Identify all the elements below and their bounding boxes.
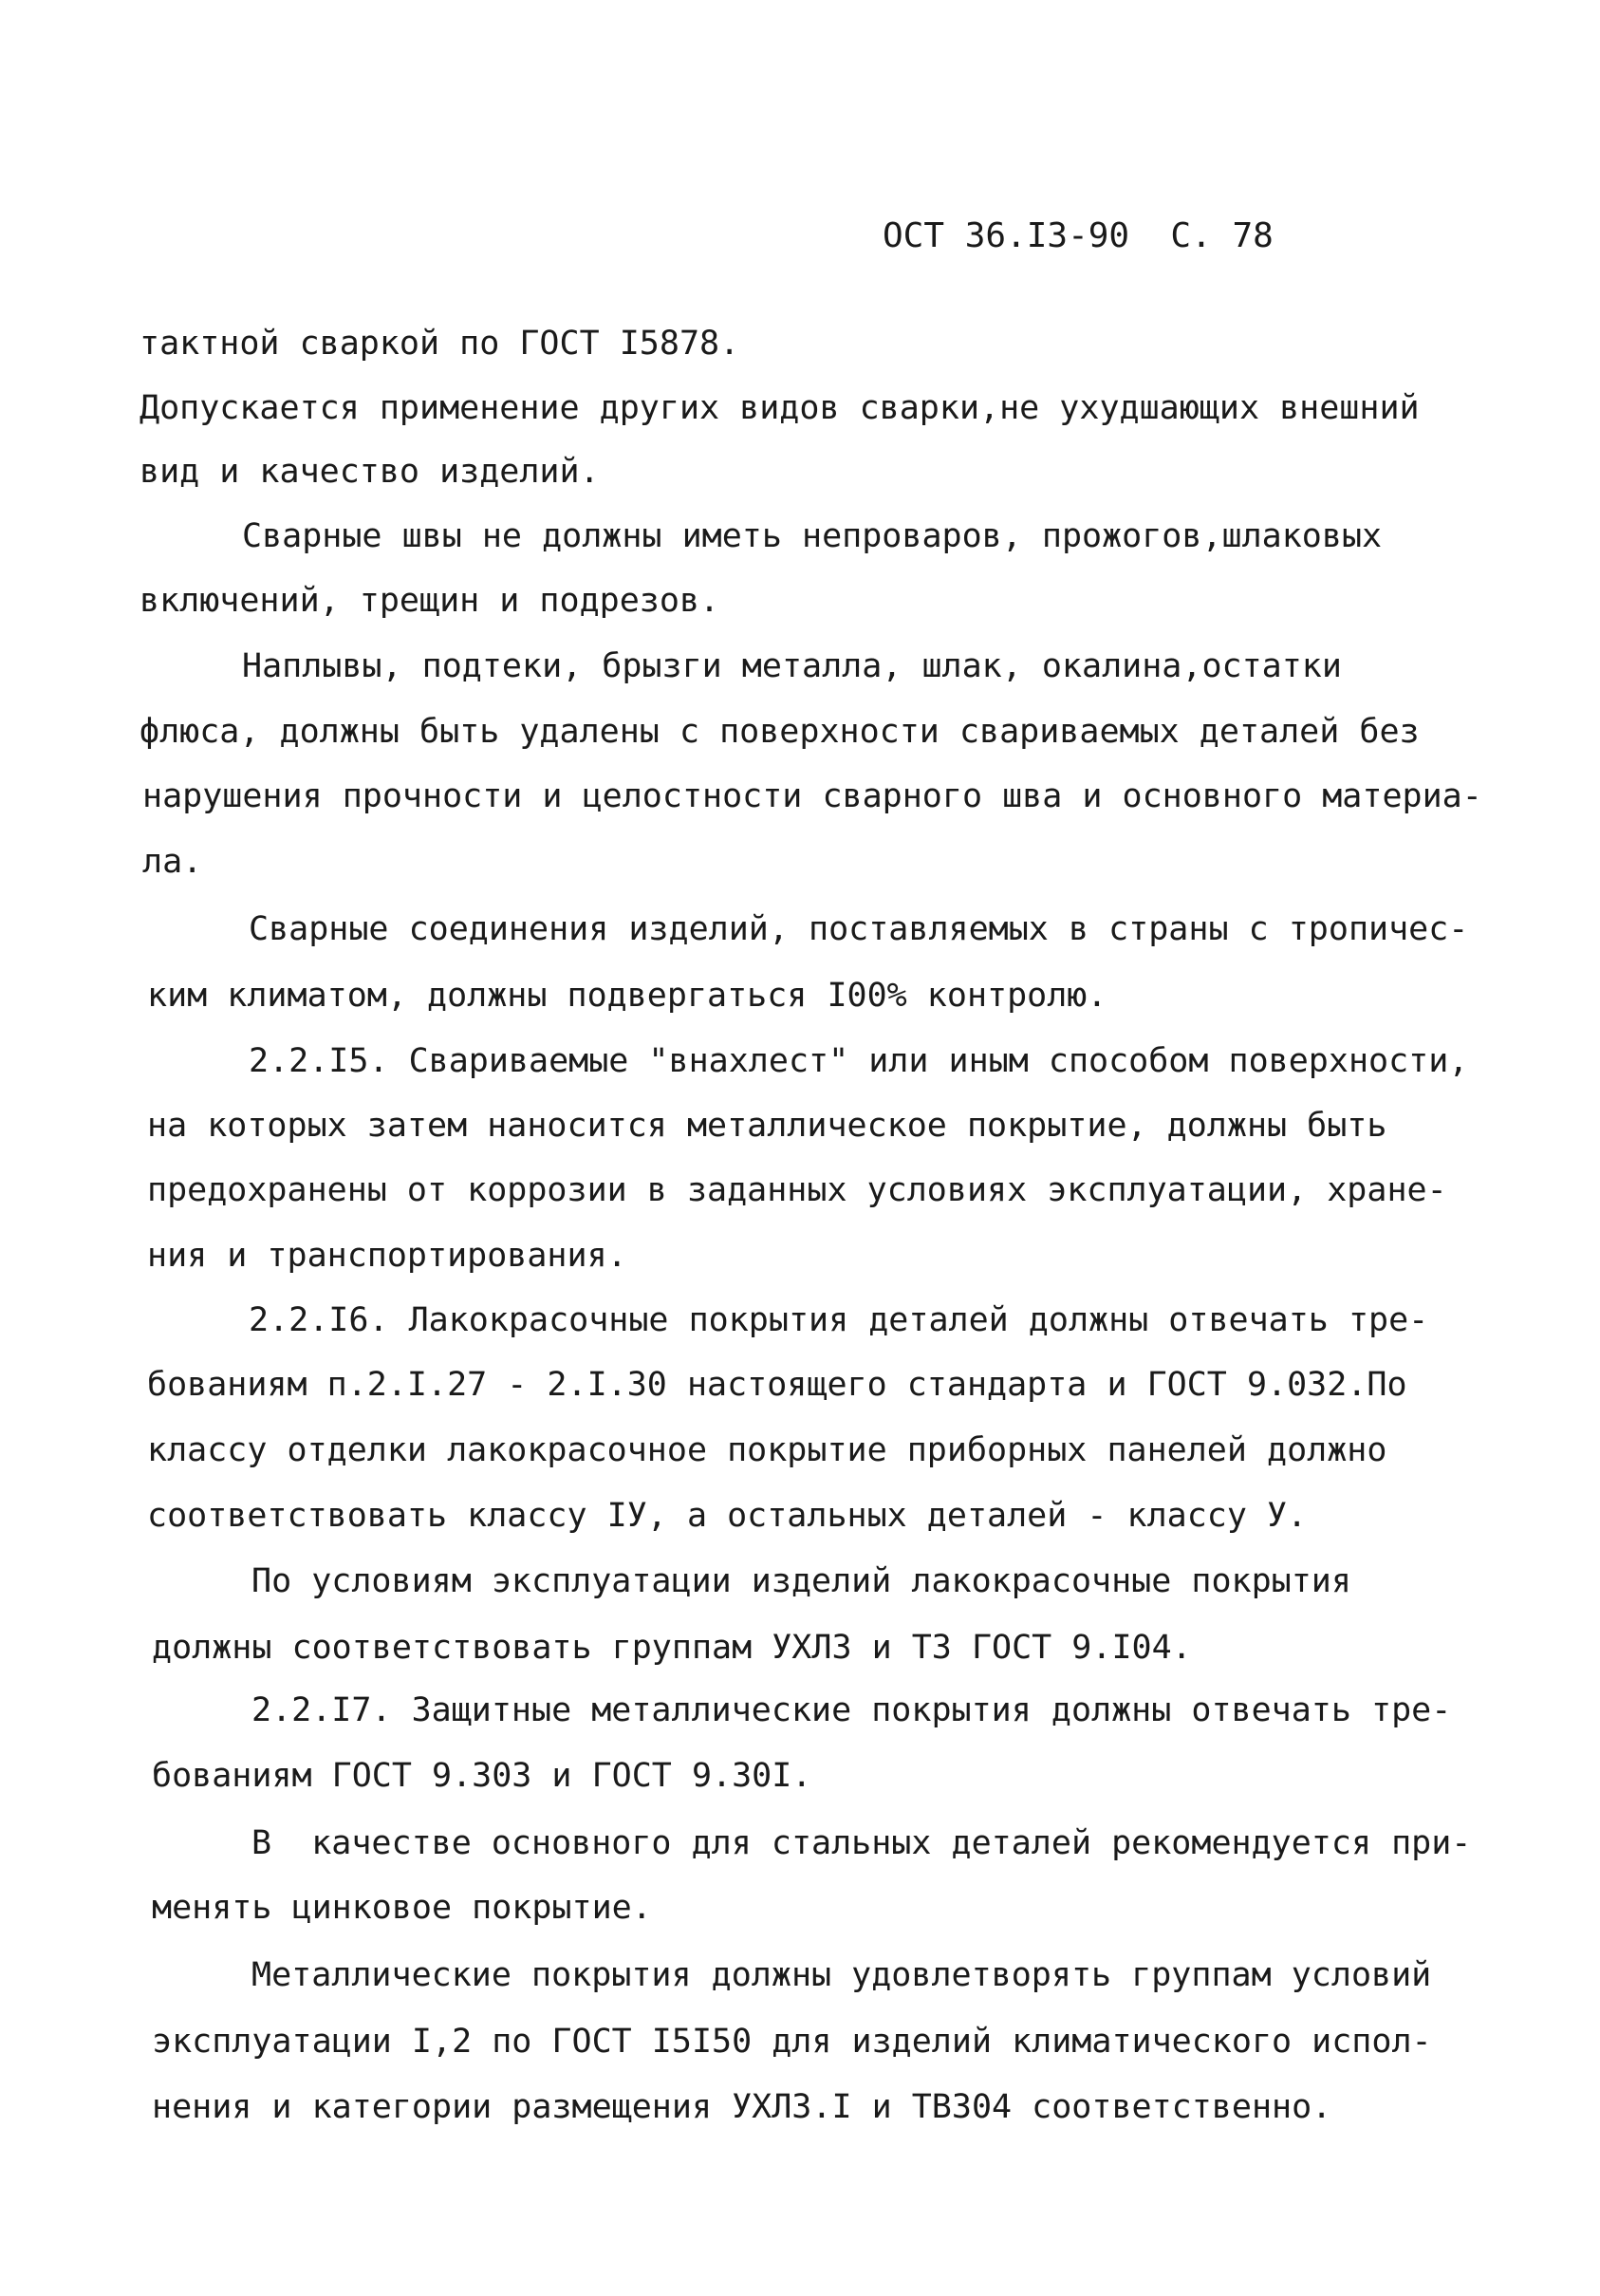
- text-line: Сварные соединения изделий, поставляемых в страны с тропичес-: [249, 910, 1469, 948]
- text-line: Наплывы, подтеки, брызги металла, шлак, окалина,остатки: [242, 647, 1342, 685]
- text-line: бованиям ГОСТ 9.303 и ГОСТ 9.30I.: [152, 1757, 812, 1795]
- text-line: 2.2.I5. Свариваемые "внахлест" или иным способом поверхности,: [249, 1042, 1469, 1080]
- text-line: 2.2.I6. Лакокрасочные покрытия деталей должны отвечать тре-: [249, 1301, 1429, 1339]
- text-line: вид и качество изделий.: [140, 453, 600, 491]
- text-line: нения и категории размещения УХЛЗ.I и ТВЗ04 соответственно.: [152, 2088, 1332, 2126]
- text-line: 2.2.I7. Защитные металлические покрытия должны отвечать тре-: [251, 1691, 1452, 1729]
- text-line: бованиям п.2.I.27 - 2.I.30 настоящего стандарта и ГОСТ 9.032.По: [147, 1366, 1407, 1404]
- text-line: ла.: [142, 843, 203, 881]
- text-line: включений, трещин и подрезов.: [140, 582, 720, 620]
- text-line: В качестве основного для стальных деталей рекомендуется при-: [251, 1824, 1472, 1862]
- text-line: Металлические покрытия должны удовлетворять группам условий: [251, 1956, 1432, 1994]
- text-line: нарушения прочности и целостности сварного шва и основного материа-: [142, 777, 1482, 815]
- text-line: ния и транспортирования.: [147, 1237, 627, 1275]
- text-line: эксплуатации I,2 по ГОСТ I5I50 для изделий климатического испол-: [152, 2023, 1432, 2061]
- text-line: предохранены от коррозии в заданных условиях эксплуатации, хране-: [147, 1171, 1447, 1209]
- text-line: классу отделки лакокрасочное покрытие приборных панелей должно: [147, 1431, 1387, 1469]
- text-line: По условиям эксплуатации изделий лакокрасочные покрытия: [251, 1562, 1351, 1600]
- text-line: на которых затем наносится металлическое покрытие, должны быть: [147, 1107, 1387, 1145]
- text-line: должны соответствовать группам УХЛЗ и ТЗ ГОСТ 9.I04.: [152, 1629, 1192, 1667]
- text-line: менять цинковое покрытие.: [152, 1889, 652, 1927]
- text-line: флюса, должны быть удалены с поверхности свариваемых деталей без: [140, 713, 1420, 751]
- text-line: Сварные швы не должны иметь непроваров, прожогов,шлаковых: [242, 517, 1383, 555]
- text-line: Допускается применение других видов сварки,не ухудшающих внешний: [140, 389, 1420, 427]
- page-header: ОСТ 36.I3-90 С. 78: [883, 216, 1274, 255]
- text-line: ким климатом, должны подвергаться I00% контролю.: [147, 977, 1107, 1015]
- text-line: тактной сваркой по ГОСТ I5878.: [140, 325, 740, 363]
- text-line: соответствовать классу IУ, а остальных деталей - классу У.: [147, 1497, 1308, 1535]
